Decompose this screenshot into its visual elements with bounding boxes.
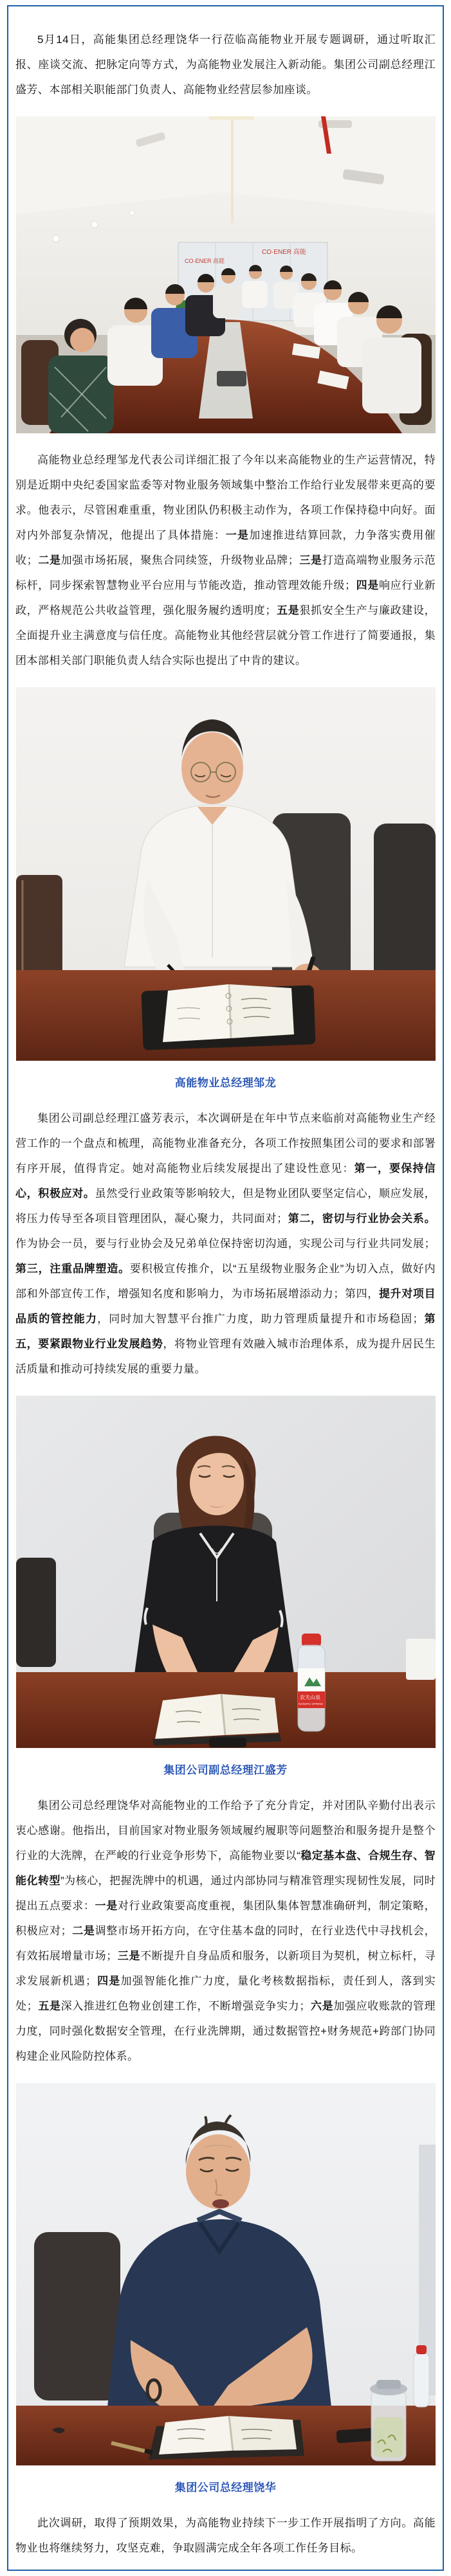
caption-zoulong: 高能物业总经理邹龙	[174, 1077, 277, 1089]
body-text: ”为核心，把握洗牌中的机遇，通过内部协同与精准管理实现韧性发展，同时提出五点要求：	[15, 1875, 436, 1912]
tissue-box	[406, 1639, 436, 1680]
article-page	[7, 5, 444, 2571]
coener-logo-right: CO·ENER 高能	[261, 249, 306, 256]
wall-spotlight	[53, 235, 59, 242]
body-text: 虽然受行业政策等影响较大，但是物业团队要坚定信心，顺应发展，将压力传导至各项目管理团队，凝心聚力，共同面对；	[15, 1187, 436, 1225]
photo-meeting-room	[16, 116, 436, 433]
light-strip	[209, 116, 254, 120]
open-mouth	[212, 2199, 229, 2208]
pen-cap	[145, 2451, 152, 2453]
phone	[209, 1738, 246, 1747]
body-text: 5月14日，高能集团总经理饶华一行莅临高能物业开展专题调研，通过听取汇报、座谈交流、把脉定向等方式，为高能物业发展注入新动能。集团公司副总经理江盛芳、本部相关职能部门负责人、高能物业经营层参加座谈。	[15, 33, 436, 96]
bottle-label	[298, 1668, 325, 1691]
wall-spotlight	[129, 210, 134, 215]
photo-jiangshengfang	[16, 1396, 436, 1748]
emphasis-text: 三是	[299, 554, 322, 566]
paragraph-zoulong-report	[15, 447, 436, 673]
leather-chair	[374, 824, 436, 988]
emphasis-text: 一是	[225, 529, 250, 541]
emphasis-text: 一是	[95, 1900, 118, 1912]
bottle-cap	[302, 1634, 321, 1646]
body-text: 要积极宣传推介，以“五星级物业服务企业”为切入点，做好内部和外部宣传工作，增强知名度和影响力，为市场拓展增添动力；第四，	[15, 1263, 436, 1300]
wall-spotlight	[91, 221, 98, 228]
coener-logo-left: CO·ENER 高能	[184, 258, 225, 264]
caption-jiangshengfang: 集团公司副总经理江盛芳	[163, 1764, 288, 1776]
emphasis-text: 第一，要保持信心，积极应对。	[15, 1162, 436, 1200]
table-hub	[217, 371, 246, 386]
emphasis-text: 第三，注重品牌塑造。	[15, 1263, 130, 1275]
tea-tumbler	[370, 2380, 407, 2461]
paragraph-jiang-remarks	[15, 1106, 436, 1382]
emphasis-text: 第五，要紧跟物业行业发展趋势	[15, 1313, 436, 1350]
emphasis-text: 五是	[276, 604, 300, 617]
paragraph-closing	[15, 2510, 436, 2561]
pendant-light	[231, 119, 234, 223]
body-text: 打造高端物业服务示范标杆，同步探索智慧物业平台应用与节能改造，推动管理效能升级；	[15, 554, 436, 591]
body-text: 作为协会一员，要与行业协会及兄弟单位保持密切沟通，实现公司与行业共同发展；	[15, 1238, 436, 1250]
body-text: 对行业政策要高度重视，集团队集体智慧准确研判，制定策略，积极应对；	[15, 1900, 436, 1937]
paragraph-raohua-requirements	[15, 1793, 436, 2069]
body-text: 此次调研，取得了预期效果，为高能物业持续下一步工作开展指明了方向。高能物业也将继续努力，攻坚克难，争取圆满完成全年各项工作任务目标。	[15, 2517, 436, 2554]
face	[190, 1451, 244, 1515]
body-text: 加强市场拓展，聚焦合同续签，升级物业品牌；	[60, 554, 300, 566]
emphasis-text: 二是	[38, 554, 61, 566]
paragraph-intro	[15, 27, 436, 102]
body-text: ，将物业管理有效融入城市治理体系，成为提升居民生活质量和推动可持续发展的重要力量。	[15, 1338, 436, 1375]
emphasis-text: 提升对项目品质的管控能力	[15, 1288, 436, 1325]
emphasis-text: 四是	[356, 579, 379, 591]
body-text: 深入推进红色物业创建工作，不断增强竞争实力；	[60, 2000, 311, 2012]
leather-chair	[34, 2232, 120, 2400]
body-text: ，同时加大智慧平台推广力度，助力管理质量提升和市场稳固；	[97, 1313, 424, 1325]
bottle-brand-en: NONGFU SPRING	[298, 1702, 323, 1706]
emphasis-text: 稳定基本盘、合规生存、智能化转型	[15, 1850, 436, 1887]
body-text: 高能物业总经理邹龙代表公司详细汇报了今年以来高能物业的生产运营情况，特别是近期中央纪委国家监委等对物业服务领域集中整治工作给行业发展带来更高的要求。他表示，尽管困难重重，物业团队仍积极主动作为，各项工作保持稳中向好。面对内外部复杂情况，他提出了具体措施：	[15, 454, 436, 541]
emphasis-text: 六是	[310, 2000, 334, 2012]
emphasis-text: 第二，密切与行业协会关系。	[288, 1212, 436, 1225]
body-text: 不断提升自身品质和服务，以新项目为契机，树立标杆，寻求发展新机遇；	[15, 1950, 436, 1987]
body-text: 狠抓安全生产与廉政建设，全面提升业主满意度与信任度。高能物业其他经营层就分管工作进行了简要通报，集团本部相关部门职能负责人结合实际也提出了中肯的建议。	[15, 604, 436, 667]
photo-zoulong	[16, 687, 436, 1061]
body-text: 集团公司副总经理江盛芳表示，本次调研是在年中节点来临前对高能物业生产经营工作的一个盘点和梳理，高能物业准备充分，各项工作按照集团公司的要求和部署有序开展，值得肯定。她对高能物业后续发展提出了建设性意见：	[15, 1112, 436, 1175]
open-notebook	[149, 2416, 304, 2460]
small-water-bottle	[414, 2345, 429, 2407]
body-text: 调整市场开拓方向，在守住基本盘的同时，在行业迭代中寻找机会，有效拓展增量市场；	[15, 1925, 436, 1962]
caption-raohua: 集团公司总经理饶华	[174, 2481, 277, 2494]
body-text: 加强智能化推广力度，量化考核数据指标，责任到人，落到实处；	[15, 1975, 436, 2012]
emphasis-text: 五是	[38, 2000, 61, 2012]
open-notebook	[163, 984, 294, 1042]
body-text: 加速推进结算回款，力争落实费用催收；	[15, 529, 436, 566]
water-bottle	[298, 1634, 325, 1731]
body-text: 加强应收账款的管理力度，同时强化数据安全管理，在行业洗牌期，通过数据管控+财务规范+跨部门协同构建企业风险防控体系。	[15, 2000, 436, 2062]
black-polo	[133, 1526, 295, 1684]
emphasis-text: 四是	[97, 1975, 121, 1987]
body-text: 集团公司总经理饶华对高能物业的工作给予了充分肯定，并对团队辛勤付出表示衷心感谢。他指出，目前国家对物业服务领域履约履职等问题整治和服务提升是整个行业的大洗牌，在严峻的行业竞争形势下，高能物业要以“	[15, 1799, 436, 1862]
body-text: 响应行业新政，严格规范公共收益管理，强化服务履约透明度；	[15, 579, 436, 617]
photo-raohua	[16, 2083, 436, 2465]
side-chair	[16, 1558, 56, 1667]
emphasis-text: 三是	[117, 1950, 141, 1962]
emphasis-text: 二是	[72, 1925, 95, 1937]
red-cap	[416, 2345, 427, 2354]
bottle-brand: 农夫山泉	[299, 1695, 320, 1700]
